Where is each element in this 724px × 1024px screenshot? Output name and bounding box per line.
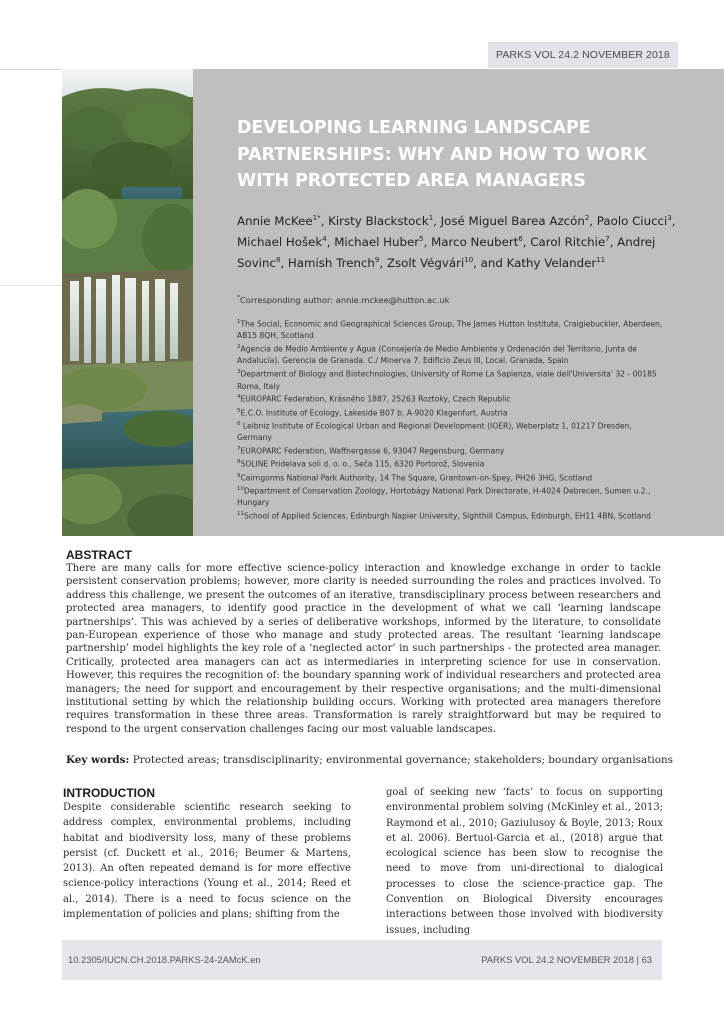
author: Zsolt Végvári <box>386 255 465 270</box>
author-list: Annie McKee$^{1*}$, Kirsty Blackstock$^1$, José Miguel Barea Azcón$^2$, Paolo Ciucci$^3$, Michael Hošek$^4$, Michael Huber$^5$, Marco Neubert$^6$, Carol Ritchie$^7$, Andrej Sovinc$^8$, Hamish Trench$^9$, Zsolt Végvári$^{10}$, and Kathy Velander$^{11}$ <box>237 213 676 270</box>
abstract-text: There are many calls for more effective science-policy interaction and knowledge exchange in order to tackle persistent conservation problems; however, more clarity is needed surrounding the roles and practices involved. To address this challenge, we present the outcomes of an iterative, transdisciplinary process between researchers and protected area managers, to identify good practice in the development of what we call ‘learning landscape partnerships’. This was achieved by a series of deliberative workshops, informed by the literature, to consolidate pan-European experience of those who manage and study protected areas. The resultant ‘learning landscape partnership’ model highlights the key role of a ‘neglected actor’ in such partnerships - the protected area manager. Critically, protected area managers can act as intermediaries in interpreting science for use in conservation. However, this requires the recognition of: the boundary spanning work of individual researchers and protected area managers; the need for support and encouragement by their respective organisations; and the multi-dimensional institutional setting by which the relationship building occurs. Working with protected area managers therefore requires transformation in these three areas. Transformation is rarely straightforward but may be required to respond to the urgent conservation challenges facing our most valuable landscapes. <box>66 563 661 735</box>
author: Kirsty Blackstock <box>328 213 429 228</box>
affiliation: $^6$ Leibniz Institute of Ecological Urban and Regional Development (IOER), Weberplatz 1, 01217 Dresden, Germany <box>237 421 632 443</box>
author: Paolo Ciucci <box>596 213 668 228</box>
affiliation: $^8$SOLINE Pridelava soli d. o. o., Seča 115, 6320 Portorož, Slovenia <box>237 459 485 470</box>
page-number: 63 <box>641 954 652 965</box>
author: Carol Ritchie <box>530 234 606 249</box>
page-footer <box>62 940 662 980</box>
footer-separator: | <box>636 954 639 965</box>
affiliation: $^7$EUROPARC Federation, Waffnergasse 6, 93047 Regensburg, Germany <box>237 446 505 456</box>
doi-link[interactable]: 10.2305/IUCN.CH.2018.PARKS-24-2AMcK.en <box>68 954 261 965</box>
introduction-right-column: goal of seeking new ‘facts’ to focus on supporting environmental problem solving (McKinley et al., 2013; Raymond et al., 2010; Gaziulusoy & Boyle, 2013; Roux et al. 2006). Bertuol-Garcia et al., (2018) argue that ecological science has been slow to recognise the need to move from uni-directional to dialogical processes to close the science-practice gap. The Convention on Biological Diversity encourages interactions between those involved with biodiversity issues, including <box>386 787 663 936</box>
author: José Miguel Barea Azcón <box>440 213 585 228</box>
abstract-heading: ABSTRACT <box>66 548 132 562</box>
author: Michael Huber <box>334 234 420 249</box>
journal-header-tag: PARKS VOL 24.2 NOVEMBER 2018 <box>488 42 678 68</box>
affiliation: $^4$EUROPARC Federation, Krásného 1887, 25263 Roztoky, Czech Republic <box>237 394 511 404</box>
author: Kathy Velander <box>506 255 597 270</box>
page-folio <box>481 940 652 980</box>
corresponding-author: *Corresponding author: annie.mckee@hutton.ac.uk <box>237 294 450 305</box>
introduction-heading: INTRODUCTION <box>63 786 155 800</box>
waterfall-lake-image <box>62 69 193 536</box>
author: Andrej Sovinc <box>237 234 656 270</box>
author: Hamish Trench <box>287 255 375 270</box>
affiliation: $^{11}$School of Applied Sciences, Edinburgh Napier University, Sighthill Campus, Edinburgh, EH11 4BN, Scotland <box>237 511 651 521</box>
author: Marco Neubert <box>431 234 519 249</box>
footer-journal: PARKS VOL 24.2 NOVEMBER 2018 <box>481 954 634 965</box>
affiliation: $^2$Agencia de Medio Ambiente y Agua (Consejería de Medio Ambiente y Ordenación del Territorio, Junta de Andalucía). Gerencia de Granada. C./ Minerva 7. Edificio Zeus III, Local. Granada, Spain <box>237 344 637 366</box>
keywords-text: Protected areas; transdisciplinarity; environmental governance; stakeholders; boundary organisations <box>132 754 673 766</box>
margin-rule <box>0 285 62 286</box>
author: Annie McKee <box>237 213 313 228</box>
affiliation: $^1$The Social, Economic and Geographical Sciences Group, The James Hutton Institute, Craigiebuckler, Aberdeen, AB15 8QH, Scotland <box>237 319 663 341</box>
keywords-label: Key words: <box>66 754 130 766</box>
introduction-left-column: Despite considerable scientific research seeking to address complex, environmental problems, including habitat and biodiversity loss, many of these problems persist (cf. Duckett et al., 2016; Beumer & Martens, 2013). An often repeated demand is for more effective science-policy interactions (Young et al., 2014; Reed et al., 2014). There is a need to focus science on the implementation of policies and plans; shifting from the <box>63 802 351 921</box>
affiliation-list <box>237 317 667 523</box>
keywords <box>66 754 686 766</box>
landscape-photo <box>62 69 193 536</box>
title-panel <box>193 69 724 536</box>
article-title: DEVELOPING LEARNING LANDSCAPE PARTNERSHIPS: WHY AND HOW TO WORK WITH PROTECTED AREA MANAGERS <box>237 118 647 192</box>
author: Michael Hošek <box>237 234 323 249</box>
affiliation: $^5$E.C.O. Institute of Ecology, Lakeside B07 b, A-9020 Klagenfurt, Austria <box>237 407 508 418</box>
affiliation: $^9$Cairngorms National Park Authority, 14 The Square, Grantown-on-Spey, PH26 3HG, Scotland <box>237 472 593 483</box>
affiliation: $^3$Department of Biology and Biotechnologies, University of Rome La Sapienza, viale dell'Universita' 32 - 00185 Roma, Italy <box>237 369 657 391</box>
affiliation: $^{10}$Department of Conservation Zoology, Hortobágy National Park Directorate, H-4024 Debrecen, Sumen u.2., Hungary <box>237 486 651 508</box>
